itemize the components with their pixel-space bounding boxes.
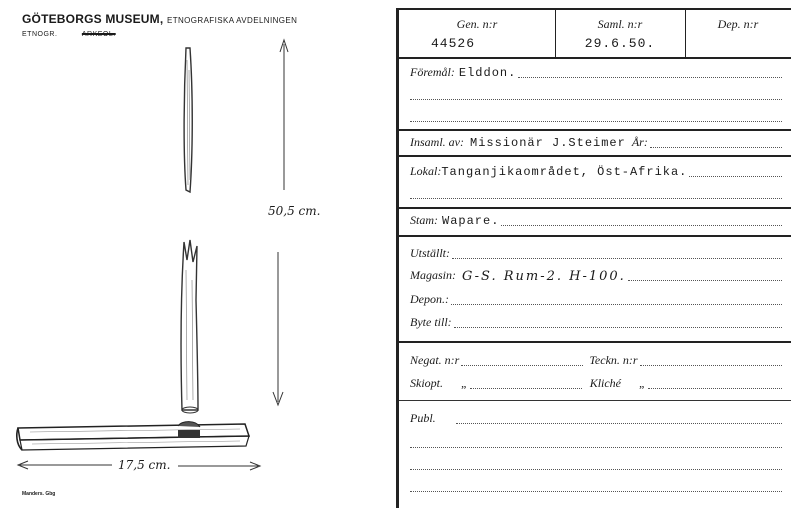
byte-label: Byte till: (410, 315, 452, 329)
field-byte (410, 314, 782, 332)
gen-number-cell (399, 10, 556, 57)
museum-name: GÖTEBORGS MUSEUM, (22, 12, 164, 26)
negat-label: Negat. n:r (410, 353, 460, 367)
magasin-value: G-S. Rum-2. H-100. (462, 269, 626, 284)
field-depon (410, 291, 782, 309)
dotted-line (648, 387, 782, 389)
dotted-line (454, 326, 782, 328)
gen-number-value: 44526 (431, 36, 476, 51)
teckn-label: Teckn. n:r (589, 353, 638, 367)
stam-value: Wapare. (442, 214, 500, 228)
field-magasin (410, 267, 782, 285)
lokal-label: Lokal: (410, 164, 442, 178)
length-label-top: 50,5 cm. (268, 204, 321, 218)
field-skiopt-kliche (410, 375, 782, 393)
blank-line (410, 456, 782, 474)
field-insaml (410, 134, 782, 152)
publ-label: Publ. (410, 411, 436, 425)
blank-line (410, 478, 782, 496)
length-label-bottom: 17,5 cm. (118, 458, 171, 472)
dotted-line (456, 422, 782, 424)
skiopt-ditto: „ (461, 376, 468, 390)
dotted-line (452, 257, 782, 259)
card-left-border (396, 8, 399, 508)
foremal-value: Elddon. (458, 66, 517, 80)
saml-number-label: Saml. n:r (597, 17, 643, 31)
stam-label: Stam: (410, 213, 438, 227)
museum-department: ETNOGRAFISKA AVDELNINGEN (166, 16, 298, 25)
dotted-line (501, 224, 782, 226)
kliche-ditto: „ (639, 376, 646, 390)
blank-line (410, 86, 782, 104)
ar-label: År: (631, 135, 648, 149)
dotted-line (640, 364, 782, 366)
section-divider (399, 400, 791, 401)
saml-number-value: 29.6.50. (584, 36, 656, 51)
depon-label: Depon.: (410, 292, 449, 306)
dotted-line (518, 76, 782, 78)
field-lokal (410, 163, 782, 181)
saml-number-cell (555, 10, 686, 57)
magasin-label: Magasin: (410, 268, 456, 282)
dotted-line (461, 364, 583, 366)
blank-line (410, 108, 782, 126)
skiopt-label: Skiopt. (410, 376, 443, 390)
maker-credit: Manders. Gbg (22, 491, 56, 497)
struck-section-label: ARKEOL. (81, 31, 116, 38)
dep-number-cell (685, 10, 791, 57)
dep-number-label: Dep. n:r (717, 17, 759, 31)
gen-number-label: Gen. n:r (456, 17, 498, 31)
kliche-label: Kliché (589, 376, 622, 390)
dotted-line (650, 146, 782, 148)
dotted-line (470, 387, 582, 389)
length-arrow-bottom (273, 252, 283, 405)
drill-stick-lower (181, 240, 198, 410)
section-divider (399, 207, 791, 209)
section-divider (399, 341, 791, 343)
drawing-panel (0, 0, 398, 516)
insaml-value: Missionär J.Steimer (470, 136, 626, 150)
blank-line (410, 434, 782, 452)
dotted-line (689, 175, 782, 177)
field-foremal (410, 64, 782, 82)
field-stam (410, 212, 782, 230)
section-divider (399, 155, 791, 157)
section-divider (399, 235, 791, 237)
insaml-label: Insaml. av: (410, 135, 464, 149)
field-publ (410, 410, 782, 428)
foremal-label: Föremål: (410, 65, 455, 79)
number-grid (399, 8, 791, 59)
utstallt-label: Utställt: (410, 246, 451, 260)
section-label: ETNOGR. (22, 31, 58, 38)
lokal-value: Tanganjikaområdet, Öst-Afrika. (441, 165, 688, 179)
field-negat-teckn (410, 352, 782, 370)
field-utstallt (410, 245, 782, 263)
length-arrow-top (280, 40, 288, 190)
fire-drill-illustration (0, 0, 398, 516)
dotted-line (628, 279, 782, 281)
dotted-line (451, 303, 782, 305)
blank-line (410, 185, 782, 203)
section-divider (399, 129, 791, 131)
